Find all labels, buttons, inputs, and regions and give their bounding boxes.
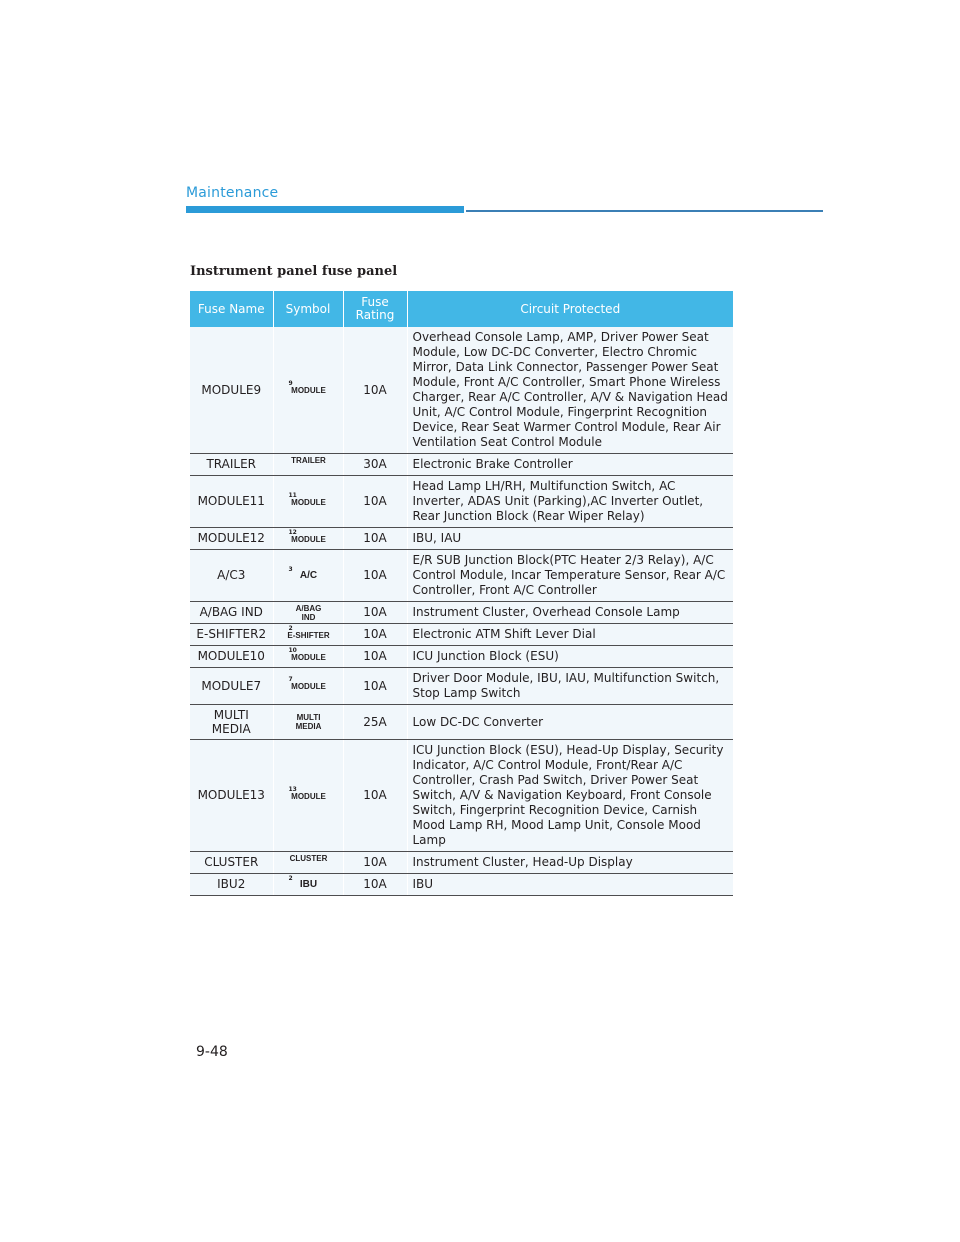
fuse-symbol-text: CLUSTER [289,853,328,863]
fuse-name-cell: MODULE10 [190,646,273,668]
fuse-name-cell: TRAILER [190,454,273,476]
fuse-symbol-cell [273,852,343,874]
fuse-symbol-icon [274,677,344,695]
fuse-symbol-icon [274,626,344,644]
fuse-symbol-icon [274,456,344,474]
column-header-symbol: Symbol [273,291,343,327]
fuse-symbol-text: MODULE [291,652,326,662]
fuse-symbol-icon [274,530,344,548]
fuse-symbol-icon [274,713,344,731]
fuse-rating-cell: 10A [343,874,407,896]
fuse-symbol-cell [273,550,343,602]
fuse-name-cell: A/BAG IND [190,602,273,624]
fuse-name-cell: MODULE11 [190,476,273,528]
fuse-symbol-text: MODULE [291,386,326,395]
circuit-protected-cell: Overhead Console Lamp, AMP, Driver Power Seat Module, Low DC-DC Converter, Electro Chromic Mirror, Data Link Connector, Passenger Power Seat Module, Front A/C Controller, Smart Phone Wireless Charger, Rear A/C Controller, A/V & Navigation Head Unit, A/C Control Module, Fingerprint Recognition Device, Rear Seat Warmer Control Module, Rear Air Ventilation Seat Control Module [407,327,733,454]
table-row [190,668,733,705]
fuse-rating-cell: 10A [343,624,407,646]
fuse-symbol-icon [274,648,344,666]
fuse-symbol-number: 10 [288,646,297,654]
fuse-name-cell: MODULE9 [190,327,273,454]
header-accent-bar [186,206,464,213]
fuse-name-cell: A/C3 [190,550,273,602]
header-rule [466,210,823,212]
column-header-fuse-rating: Fuse Rating [343,291,407,327]
fuse-symbol-text: IBU [299,878,318,890]
fuse-symbol-cell [273,327,343,454]
fuse-symbol-text: A/BAG IND [295,603,322,622]
fuse-symbol-cell [273,668,343,705]
table-row [190,550,733,602]
header-section-label: Maintenance [186,185,279,201]
circuit-protected-cell: IBU, IAU [407,528,733,550]
fuse-symbol-cell [273,528,343,550]
circuit-protected-cell: Electronic ATM Shift Lever Dial [407,624,733,646]
fuse-symbol-icon [274,493,344,511]
fuse-name-cell: CLUSTER [190,852,273,874]
table-row [190,646,733,668]
table-row [190,874,733,896]
fuse-symbol-text: MODULE [291,791,326,801]
table-row [190,327,733,454]
table-row [190,476,733,528]
circuit-protected-cell: Electronic Brake Controller [407,454,733,476]
circuit-protected-cell: Low DC-DC Converter [407,705,733,740]
fuse-rating-cell: 10A [343,852,407,874]
fuse-name-cell: MULTI MEDIA [190,705,273,740]
fuse-name-cell: MODULE13 [190,740,273,852]
fuse-symbol-text: E-SHIFTER [287,630,330,640]
fuse-name-cell: MODULE7 [190,668,273,705]
fuse-symbol-number: 3 [288,565,293,573]
fuse-symbol-icon [274,567,344,585]
fuse-symbol-text: MODULE [291,534,326,544]
fuse-rating-cell: 10A [343,740,407,852]
fuse-symbol-cell [273,624,343,646]
table-row [190,705,733,740]
fuse-symbol-text: MULTI MEDIA [295,713,322,731]
circuit-protected-cell: E/R SUB Junction Block(PTC Heater 2/3 Relay), A/C Control Module, Incar Temperature Sensor, Rear A/C Controller, Front A/C Controller [407,550,733,602]
fuse-symbol-text: MODULE [291,682,326,691]
fuse-symbol-cell [273,646,343,668]
fuse-symbol-cell [273,454,343,476]
fuse-table [190,291,733,896]
page-number: 9-48 [196,1044,228,1060]
circuit-protected-cell: Instrument Cluster, Overhead Console Lamp [407,602,733,624]
fuse-symbol-cell [273,740,343,852]
fuse-symbol-number: 12 [288,528,297,536]
circuit-protected-cell: Instrument Cluster, Head-Up Display [407,852,733,874]
fuse-name-cell: MODULE12 [190,528,273,550]
circuit-protected-cell: ICU Junction Block (ESU), Head-Up Display, Security Indicator, A/C Control Module, Front/Rear A/C Controller, Crash Pad Switch, Driver Power Seat Switch, A/V & Navigation Keyboard, Front Console Switch, Fingerprint Recognition Device, Carnish Mood Lamp RH, Mood Lamp Unit, Console Mood Lamp [407,740,733,852]
table-row [190,454,733,476]
fuse-symbol-icon [274,381,344,399]
fuse-rating-cell: 10A [343,476,407,528]
fuse-rating-cell: 10A [343,528,407,550]
column-header-fuse-name: Fuse Name [190,291,273,327]
fuse-symbol-cell [273,476,343,528]
table-row [190,852,733,874]
circuit-protected-cell: Driver Door Module, IBU, IAU, Multifunction Switch, Stop Lamp Switch [407,668,733,705]
fuse-name-cell: IBU2 [190,874,273,896]
fuse-rating-cell: 30A [343,454,407,476]
fuse-rating-cell: 25A [343,705,407,740]
fuse-symbol-text: A/C [299,569,318,581]
fuse-name-cell: E-SHIFTER2 [190,624,273,646]
fuse-symbol-number: 9 [288,380,293,387]
fuse-symbol-number: 2 [288,624,293,632]
fuse-symbol-number: 13 [288,785,297,793]
circuit-protected-cell: Head Lamp LH/RH, Multifunction Switch, AC Inverter, ADAS Unit (Parking),AC Inverter Outlet, Rear Junction Block (Rear Wiper Relay) [407,476,733,528]
fuse-symbol-icon [274,604,344,622]
fuse-symbol-icon [274,876,344,894]
fuse-rating-cell: 10A [343,668,407,705]
fuse-symbol-icon [274,854,344,872]
fuse-rating-cell: 10A [343,646,407,668]
table-row [190,602,733,624]
fuse-symbol-text: TRAILER [291,455,326,465]
fuse-symbol-number: 11 [288,491,297,499]
fuse-symbol-icon [274,787,344,805]
fuse-rating-cell: 10A [343,550,407,602]
section-title: Instrument panel fuse panel [190,264,398,279]
fuse-table-body [190,327,733,896]
fuse-symbol-cell [273,602,343,624]
column-header-circuit-protected: Circuit Protected [407,291,733,327]
fuse-symbol-number: 7 [288,676,293,683]
fuse-symbol-cell [273,874,343,896]
fuse-symbol-number: 2 [288,874,293,882]
circuit-protected-cell: IBU [407,874,733,896]
table-row [190,624,733,646]
fuse-symbol-cell [273,705,343,740]
table-row [190,528,733,550]
table-row [190,740,733,852]
fuse-table-header-row [190,291,733,327]
circuit-protected-cell: ICU Junction Block (ESU) [407,646,733,668]
fuse-symbol-text: MODULE [291,497,326,507]
fuse-rating-cell: 10A [343,327,407,454]
fuse-rating-cell: 10A [343,602,407,624]
